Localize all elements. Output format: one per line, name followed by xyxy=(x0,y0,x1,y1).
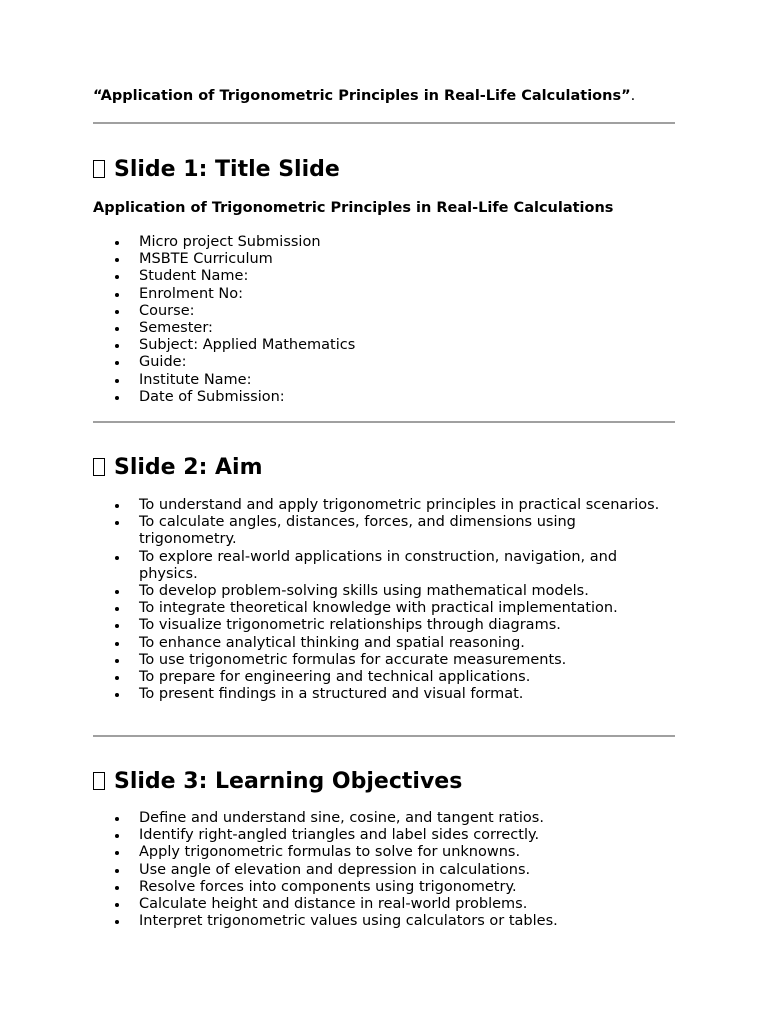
list-item-text: Micro project Submission xyxy=(139,234,321,250)
list-item-text: To enhance analytical thinking and spatial reasoning. xyxy=(139,634,525,651)
bullet-icon xyxy=(115,396,119,400)
list-item xyxy=(93,549,675,583)
bullet-icon xyxy=(115,817,119,821)
list-item-text: To calculate angles, distances, forces, and dimensions using trigonometry. xyxy=(139,514,576,548)
list-item-text: Resolve forces into components using trigonometry. xyxy=(139,878,517,895)
list-item xyxy=(93,600,675,617)
slide-1-heading xyxy=(93,157,340,183)
list-item xyxy=(93,827,675,844)
divider xyxy=(93,122,675,124)
bullet-icon xyxy=(115,379,119,383)
list-item-text: Student Name: xyxy=(139,268,249,285)
list-item-text: To understand and apply trigonometric principles in practical scenarios. xyxy=(139,497,660,513)
list-item xyxy=(93,303,675,320)
list-item xyxy=(93,844,675,861)
bullet-icon xyxy=(115,693,119,697)
bullet-icon xyxy=(115,607,119,611)
list-item xyxy=(93,669,675,686)
list-item xyxy=(93,354,675,371)
bullet-icon xyxy=(115,920,119,924)
list-item-text: Semester: xyxy=(139,320,213,337)
list-item xyxy=(93,389,675,406)
bullet-icon xyxy=(115,521,119,525)
bullet-icon xyxy=(115,556,119,560)
list-item xyxy=(93,583,675,600)
slide-2-list xyxy=(93,497,675,703)
bullet-icon xyxy=(115,676,119,680)
list-item xyxy=(93,913,675,930)
slide-2-heading xyxy=(93,455,263,481)
list-item xyxy=(93,372,675,389)
list-item-text: MSBTE Curriculum xyxy=(139,251,273,268)
missing-glyph-icon xyxy=(93,772,105,790)
bullet-icon xyxy=(115,590,119,594)
list-item xyxy=(93,268,675,285)
list-item xyxy=(93,320,675,337)
slide-1-list xyxy=(93,234,675,406)
bullet-icon xyxy=(115,659,119,663)
bullet-icon xyxy=(115,886,119,890)
list-item-text: To use trigonometric formulas for accurate measurements. xyxy=(139,651,567,668)
list-item-text: To integrate theoretical knowledge with practical implementation. xyxy=(139,600,618,617)
list-item xyxy=(93,286,675,303)
bullet-icon xyxy=(115,642,119,646)
list-item xyxy=(93,514,675,548)
list-item-text: To explore real-world applications in construction, navigation, and physics. xyxy=(139,548,618,582)
bullet-icon xyxy=(115,241,119,245)
bullet-icon xyxy=(115,310,119,314)
bullet-icon xyxy=(115,903,119,907)
list-item-text: Subject: Applied Mathematics xyxy=(139,337,356,354)
missing-glyph-icon xyxy=(93,160,105,178)
bullet-icon xyxy=(115,327,119,331)
slide-3-list xyxy=(93,810,675,930)
list-item xyxy=(93,862,675,879)
list-item xyxy=(93,686,675,703)
list-item-text: Date of Submission: xyxy=(139,388,285,405)
list-item xyxy=(93,652,675,669)
list-item-text: Institute Name: xyxy=(139,371,252,388)
bullet-icon xyxy=(115,275,119,279)
list-item xyxy=(93,617,675,634)
bullet-icon xyxy=(115,361,119,365)
list-item-text: Identify right-angled triangles and label sides correctly. xyxy=(139,827,540,844)
bullet-icon xyxy=(115,293,119,297)
document-title-text: “Application of Trigonometric Principles in Real-Life Calculations” xyxy=(93,88,631,104)
list-item-text: To visualize trigonometric relationships through diagrams. xyxy=(139,617,561,634)
document-title xyxy=(93,88,675,105)
bullet-icon xyxy=(115,258,119,262)
bullet-icon xyxy=(115,344,119,348)
list-item-text: To prepare for engineering and technical applications. xyxy=(139,669,531,686)
divider xyxy=(93,735,675,737)
list-item-text: Interpret trigonometric values using calculators or tables. xyxy=(139,913,558,930)
list-item xyxy=(93,879,675,896)
list-item xyxy=(93,337,675,354)
list-item-text: To present findings in a structured and visual format. xyxy=(139,686,524,703)
missing-glyph-icon xyxy=(93,458,105,476)
list-item xyxy=(93,635,675,652)
slide-1-heading-text: Slide 1: Title Slide xyxy=(114,157,340,182)
list-item-text: To develop problem-solving skills using mathematical models. xyxy=(139,583,589,600)
list-item-text: Define and understand sine, cosine, and tangent ratios. xyxy=(139,810,544,826)
list-item-text: Guide: xyxy=(139,354,187,371)
list-item-text: Calculate height and distance in real-world problems. xyxy=(139,896,528,913)
bullet-icon xyxy=(115,851,119,855)
list-item-text: Apply trigonometric formulas to solve for unknowns. xyxy=(139,844,521,861)
bullet-icon xyxy=(115,624,119,628)
slide-1-subtitle: Application of Trigonometric Principles in Real-Life Calculations xyxy=(93,200,614,216)
list-item xyxy=(93,234,675,251)
list-item-text: Course: xyxy=(139,302,195,319)
list-item xyxy=(93,251,675,268)
slide-2-heading-text: Slide 2: Aim xyxy=(114,455,263,480)
bullet-icon xyxy=(115,869,119,873)
slide-3-heading xyxy=(93,769,462,795)
document-title-period: . xyxy=(630,88,636,104)
bullet-icon xyxy=(115,504,119,508)
list-item xyxy=(93,497,675,514)
bullet-icon xyxy=(115,834,119,838)
list-item xyxy=(93,896,675,913)
slide-3-heading-text: Slide 3: Learning Objectives xyxy=(114,769,463,794)
list-item-text: Use angle of elevation and depression in calculations. xyxy=(139,861,531,878)
list-item-text: Enrolment No: xyxy=(139,285,244,302)
list-item xyxy=(93,810,675,827)
divider xyxy=(93,421,675,423)
